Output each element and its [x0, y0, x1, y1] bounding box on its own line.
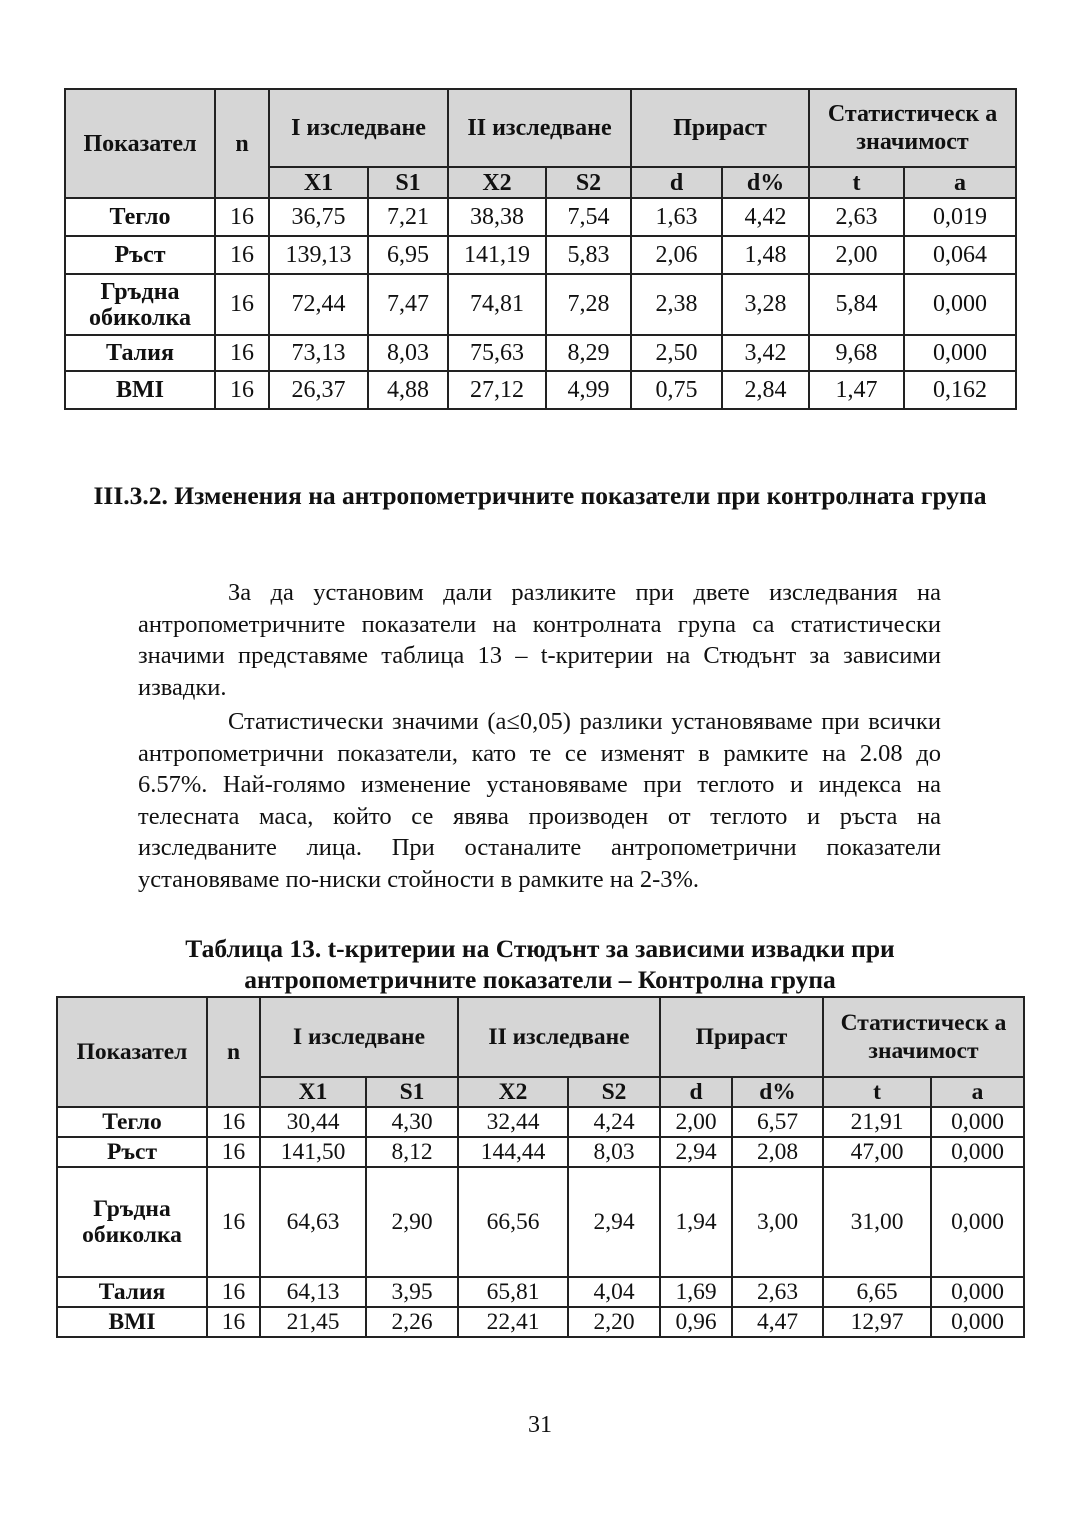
cell-n: 16	[215, 371, 269, 409]
cell-x2: 141,19	[448, 236, 546, 274]
header-study-1: I изследване	[260, 997, 458, 1077]
header-d: d	[660, 1077, 732, 1107]
table-caption: Таблица 13. t-критерии на Стюдънт за зависими извадки при антропометричните показатели – Контролна група	[185, 934, 895, 994]
cell-d: 2,94	[660, 1137, 732, 1167]
cell-n: 16	[215, 236, 269, 274]
cell-a: 0,162	[904, 371, 1016, 409]
table-row	[65, 198, 1016, 236]
cell-n: 16	[207, 1137, 260, 1167]
row-label: Тегло	[65, 198, 215, 236]
cell-d: 1,94	[660, 1167, 732, 1277]
row-label: Тегло	[57, 1107, 207, 1137]
cell-a: 0,000	[931, 1277, 1024, 1307]
cell-n: 16	[215, 335, 269, 371]
cell-t: 1,47	[809, 371, 904, 409]
cell-a: 0,000	[931, 1167, 1024, 1277]
cell-d-percent: 6,57	[732, 1107, 823, 1137]
cell-x2: 22,41	[458, 1307, 568, 1337]
cell-a: 0,000	[931, 1307, 1024, 1337]
header-t: t	[823, 1077, 931, 1107]
control-group-table	[56, 996, 1025, 1338]
cell-d: 2,38	[631, 274, 722, 335]
header-indicator: Показател	[57, 997, 207, 1107]
cell-s2: 7,54	[546, 198, 631, 236]
header-s1: S1	[366, 1077, 458, 1107]
table-row	[65, 335, 1016, 371]
row-label: BMI	[65, 371, 215, 409]
cell-s2: 4,04	[568, 1277, 660, 1307]
cell-s1: 7,21	[368, 198, 448, 236]
cell-x2: 75,63	[448, 335, 546, 371]
header-x2: X2	[448, 167, 546, 198]
header-gain: Прираст	[631, 89, 809, 167]
table-row	[65, 371, 1016, 409]
header-study-2: II изследване	[458, 997, 660, 1077]
header-t: t	[809, 167, 904, 198]
cell-d: 2,50	[631, 335, 722, 371]
header-indicator: Показател	[65, 89, 215, 198]
cell-a: 0,000	[904, 335, 1016, 371]
table-row	[57, 1167, 1024, 1277]
cell-t: 2,00	[809, 236, 904, 274]
header-s1: S1	[368, 167, 448, 198]
cell-x2: 66,56	[458, 1167, 568, 1277]
cell-s2: 7,28	[546, 274, 631, 335]
experimental-group-table	[64, 88, 1017, 410]
cell-n: 16	[207, 1277, 260, 1307]
cell-a: 0,000	[931, 1137, 1024, 1167]
cell-s1: 8,12	[366, 1137, 458, 1167]
header-n: n	[207, 997, 260, 1107]
cell-d: 0,75	[631, 371, 722, 409]
cell-x2: 27,12	[448, 371, 546, 409]
cell-s1: 4,30	[366, 1107, 458, 1137]
cell-d-percent: 4,47	[732, 1307, 823, 1337]
cell-s2: 4,99	[546, 371, 631, 409]
header-significance: Статистическ а значимост	[823, 997, 1024, 1077]
cell-n: 16	[207, 1107, 260, 1137]
row-label: Талия	[65, 335, 215, 371]
header-a: a	[931, 1077, 1024, 1107]
header-x1: X1	[260, 1077, 366, 1107]
page-number: 31	[528, 1412, 552, 1438]
cell-d-percent: 3,00	[732, 1167, 823, 1277]
header-a: a	[904, 167, 1016, 198]
cell-x2: 38,38	[448, 198, 546, 236]
cell-s2: 8,03	[568, 1137, 660, 1167]
cell-t: 47,00	[823, 1137, 931, 1167]
cell-x2: 65,81	[458, 1277, 568, 1307]
cell-n: 16	[215, 274, 269, 335]
cell-x1: 26,37	[269, 371, 368, 409]
cell-x1: 64,63	[260, 1167, 366, 1277]
header-study-2: II изследване	[448, 89, 631, 167]
cell-d-percent: 2,84	[722, 371, 809, 409]
cell-n: 16	[207, 1167, 260, 1277]
row-label: Гръдна обиколка	[65, 274, 215, 335]
cell-x2: 144,44	[458, 1137, 568, 1167]
cell-t: 12,97	[823, 1307, 931, 1337]
header-s2: S2	[568, 1077, 660, 1107]
cell-d: 1,63	[631, 198, 722, 236]
row-label: Ръст	[57, 1137, 207, 1167]
table-row	[57, 1277, 1024, 1307]
cell-x2: 32,44	[458, 1107, 568, 1137]
cell-s2: 2,20	[568, 1307, 660, 1337]
header-x2: X2	[458, 1077, 568, 1107]
cell-t: 2,63	[809, 198, 904, 236]
cell-d-percent: 2,63	[732, 1277, 823, 1307]
cell-t: 21,91	[823, 1107, 931, 1137]
cell-d: 1,69	[660, 1277, 732, 1307]
cell-a: 0,000	[931, 1107, 1024, 1137]
cell-t: 31,00	[823, 1167, 931, 1277]
cell-n: 16	[207, 1307, 260, 1337]
cell-x1: 72,44	[269, 274, 368, 335]
cell-a: 0,000	[904, 274, 1016, 335]
cell-s2: 5,83	[546, 236, 631, 274]
table-row	[57, 1307, 1024, 1337]
header-study-1: I изследване	[269, 89, 448, 167]
table-row	[65, 236, 1016, 274]
header-gain: Прираст	[660, 997, 823, 1077]
cell-n: 16	[215, 198, 269, 236]
cell-d-percent: 1,48	[722, 236, 809, 274]
cell-x1: 21,45	[260, 1307, 366, 1337]
table-row	[57, 1137, 1024, 1167]
cell-d: 0,96	[660, 1307, 732, 1337]
cell-d-percent: 3,42	[722, 335, 809, 371]
cell-x1: 36,75	[269, 198, 368, 236]
cell-a: 0,064	[904, 236, 1016, 274]
cell-d: 2,00	[660, 1107, 732, 1137]
section-heading: III.3.2. Изменения на антропометричните показатели при контролната група	[93, 481, 987, 510]
cell-d-percent: 3,28	[722, 274, 809, 335]
row-label: BMI	[57, 1307, 207, 1337]
cell-d-percent: 4,42	[722, 198, 809, 236]
cell-x1: 139,13	[269, 236, 368, 274]
header-x1: X1	[269, 167, 368, 198]
cell-s1: 4,88	[368, 371, 448, 409]
body-paragraph: За да установим дали разликите при двете изследвания на антропометричните показатели на контролната група са статистически значими представяме таблица 13 – t-критерии на Стюдънт за зависими извадки.	[138, 579, 941, 701]
cell-x1: 73,13	[269, 335, 368, 371]
cell-s2: 2,94	[568, 1167, 660, 1277]
cell-x1: 141,50	[260, 1137, 366, 1167]
header-n: n	[215, 89, 269, 198]
cell-s1: 8,03	[368, 335, 448, 371]
header-s2: S2	[546, 167, 631, 198]
cell-x1: 30,44	[260, 1107, 366, 1137]
header-d: d	[631, 167, 722, 198]
header-d-percent: d%	[722, 167, 809, 198]
body-paragraph: Статистически значими (a≤0,05) разлики установяваме при всички антропометрични показатели, като те се изменят в рамките на 2.08 до 6.57%. Най-голямо изменение установяваме при теглото и индекса на телесната маса, който се явява производен от теглото и ръста на изследваните лица. При останалите антропометрични показатели установяваме по-ниски стойности в рамките на 2-3%.	[138, 708, 941, 893]
cell-s1: 7,47	[368, 274, 448, 335]
table-row	[65, 274, 1016, 335]
cell-d-percent: 2,08	[732, 1137, 823, 1167]
cell-s1: 2,26	[366, 1307, 458, 1337]
cell-a: 0,019	[904, 198, 1016, 236]
cell-s2: 8,29	[546, 335, 631, 371]
cell-t: 5,84	[809, 274, 904, 335]
cell-x1: 64,13	[260, 1277, 366, 1307]
row-label: Гръдна обиколка	[57, 1167, 207, 1277]
header-d-percent: d%	[732, 1077, 823, 1107]
cell-s1: 2,90	[366, 1167, 458, 1277]
cell-t: 9,68	[809, 335, 904, 371]
cell-s1: 3,95	[366, 1277, 458, 1307]
table-row	[57, 1107, 1024, 1137]
row-label: Ръст	[65, 236, 215, 274]
header-significance: Статистическ а значимост	[809, 89, 1016, 167]
row-label: Талия	[57, 1277, 207, 1307]
cell-x2: 74,81	[448, 274, 546, 335]
cell-s2: 4,24	[568, 1107, 660, 1137]
cell-t: 6,65	[823, 1277, 931, 1307]
cell-d: 2,06	[631, 236, 722, 274]
cell-s1: 6,95	[368, 236, 448, 274]
